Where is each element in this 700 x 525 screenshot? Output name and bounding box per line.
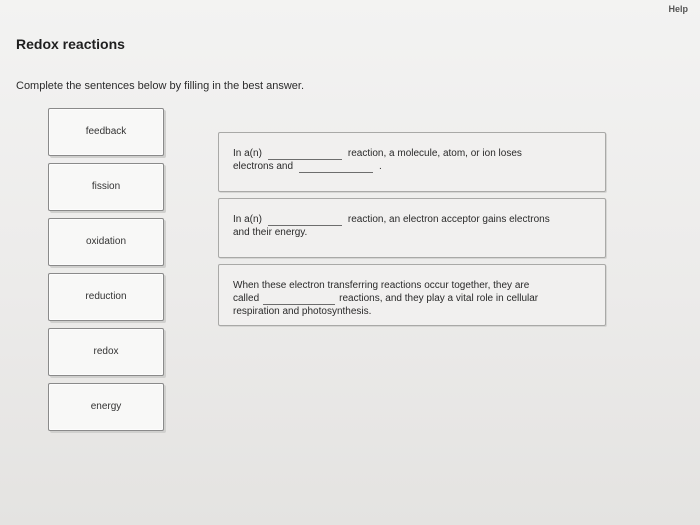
help-link[interactable]: Help: [668, 4, 688, 14]
sentence-line: [233, 279, 593, 292]
sentence-box-1: [218, 132, 606, 192]
word-tile-label: fission: [91, 180, 121, 192]
sentence-line: [233, 305, 593, 318]
word-tile-reduction[interactable]: [48, 273, 164, 321]
word-tile-feedback[interactable]: [48, 108, 164, 156]
word-tile-label: oxidation: [85, 235, 127, 247]
sentence-text: called: [233, 293, 260, 304]
sentence-text: reactions, and they play a vital role in cellular: [339, 293, 539, 304]
word-tile-redox[interactable]: [48, 328, 164, 376]
drop-blank-1a[interactable]: [268, 147, 342, 160]
sentence-text: In a(n): [233, 214, 262, 225]
word-tile-oxidation[interactable]: [48, 218, 164, 266]
drop-blank-2a[interactable]: [268, 213, 342, 226]
sentence-line: [233, 213, 593, 226]
sentence-text: When these electron transferring reactions occur together, they are: [233, 280, 530, 291]
sentence-text: In a(n): [233, 148, 262, 159]
page-title: Redox reactions: [16, 36, 125, 52]
word-tile-fission[interactable]: [48, 163, 164, 211]
drop-blank-3a[interactable]: [263, 292, 335, 305]
sentence-line: [233, 226, 593, 239]
sentence-line: [233, 147, 593, 160]
instructions-text: Complete the sentences below by filling in the best answer.: [16, 80, 304, 92]
sentence-text: .: [379, 161, 382, 172]
word-bank: [48, 108, 168, 438]
sentence-text: and their energy.: [233, 227, 308, 238]
sentence-text: reaction, a molecule, atom, or ion loses: [347, 148, 522, 159]
sentence-line: [233, 292, 593, 305]
word-tile-label: redox: [93, 345, 119, 357]
sentence-box-2: [218, 198, 606, 258]
sentence-line: [233, 160, 593, 173]
word-tile-energy[interactable]: [48, 383, 164, 431]
word-tile-label: energy: [90, 400, 122, 412]
word-tile-label: feedback: [85, 125, 127, 137]
sentence-box-3: [218, 264, 606, 326]
word-tile-label: reduction: [85, 290, 127, 302]
sentence-text: respiration and photosynthesis.: [233, 306, 372, 317]
sentence-text: reaction, an electron acceptor gains electrons: [347, 214, 550, 225]
drop-blank-1b[interactable]: [299, 160, 373, 173]
sentence-text: electrons and: [233, 161, 294, 172]
